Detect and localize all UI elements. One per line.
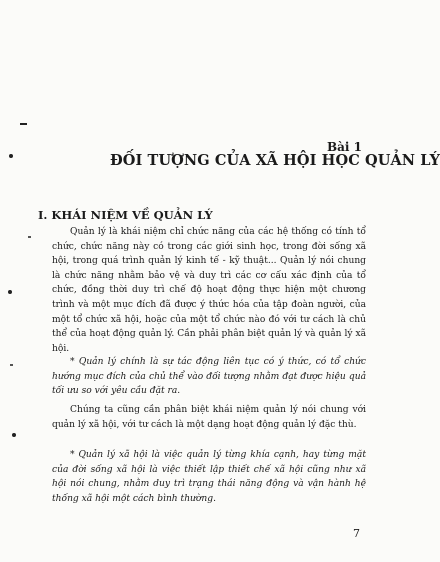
section-heading: I. KHÁI NIỆM VỀ QUẢN LÝ <box>38 208 213 222</box>
body-paragraph <box>52 225 366 356</box>
body-paragraph <box>52 355 366 399</box>
paragraph-text: Chúng ta cũng cần phân biệt khái niệm quản lý nói chung với quản lý xã hội, với tư cách là một dạng hoạt động quản lý đặc thù. <box>52 405 366 430</box>
definition-paragraph: * Quản lý xã hội là việc quản lý từng khía cạnh, hay từng mặt của đời sống xã hội là việc thiết lập thiết chế xã hội cũng như xã hội nói chung, nhằm duy trì trạng thái năng động và vận hành hệ thống xã hội một cách bình thường. <box>52 450 366 504</box>
body-paragraph <box>52 448 366 506</box>
margin-dot <box>12 433 16 437</box>
margin-mark <box>20 123 27 125</box>
paragraph-text: Quản lý là khái niệm chỉ chức năng của các hệ thống có tính tổ chức, chức năng này có trong các giới sinh học, trong đời sống xã hội, trong quá trình quản lý kinh tế - kỹ thuật... Quản lý nói chung là chức năng nhằm bảo vệ và duy trì các cơ cấu xác định của tổ chức, đồng thời duy trì chế độ hoạt động thực hiện một chương trình và một mục đích đã được ý thức hóa của tập đoàn người, của một tổ chức xã hội, hoặc của một tổ chức nào đó với tư cách là chủ thể của hoạt động quản lý. Cần phải phân biệt quản lý và quản lý xã hội. <box>52 227 366 354</box>
definition-paragraph: * Quản lý chính là sự tác động liên tục có ý thức, có tổ chức hướng mục đích của chủ thể vào đối tượng nhằm đạt được hiệu quả tối ưu so với yêu cầu đặt ra. <box>52 357 366 397</box>
chapter-title: ĐỐI TƯỢNG CỦA XÃ HỘI HỌC QUẢN LÝ <box>110 152 440 169</box>
margin-dot <box>8 290 12 294</box>
chapter-number: Bài 1 <box>326 140 362 154</box>
margin-dot <box>9 154 13 158</box>
page-number: 7 <box>353 527 360 540</box>
body-paragraph <box>52 403 366 432</box>
margin-mark <box>10 364 13 366</box>
margin-mark <box>28 236 31 238</box>
